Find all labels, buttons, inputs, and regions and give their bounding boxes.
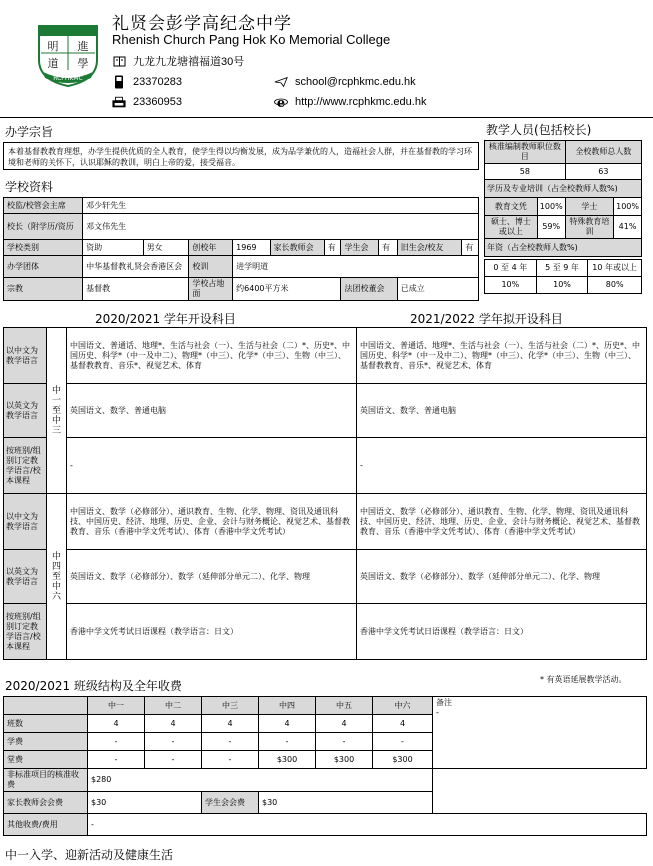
staff-title: 教学人员(包括校长) (486, 123, 592, 137)
fee-cell: - (259, 733, 316, 751)
school-info-table (3, 197, 479, 301)
s13-english-2020: 英国语文、数学、普通电脑 (67, 384, 357, 438)
other-fee-label: 其他收费/费用 (4, 814, 88, 836)
s13-chinese-2020: 中国语文、普通话、地理*、生活与社会（一）、生活与社会（二）*、历史*、中国历史、科学*（中一及中二）、物理*（中三）、化学*（中三）、生物（中三）、基督教教育、音乐*、视觉艺术、体育 (67, 328, 357, 384)
fee-cell: 4 (145, 715, 202, 733)
s46-chinese-label: 以中文为教学语言 (4, 494, 47, 550)
remark-label: 备注 (436, 698, 452, 707)
exp-value-2: 10% (536, 277, 588, 294)
fee-cell: - (145, 733, 202, 751)
logo-char-1: 明 (47, 40, 59, 53)
email-row (274, 75, 416, 89)
email-icon (274, 75, 288, 89)
s13-level: 中一至中三 (47, 328, 67, 494)
fee-cell: - (373, 733, 433, 751)
sponsor-value: 中华基督教礼贤会香港区会 (83, 256, 189, 278)
alumni-label: 旧生会/校友 (397, 240, 462, 256)
su-value: 有 (378, 240, 397, 256)
exp-value-3: 80% (588, 277, 642, 294)
fees-note: * 有英语延展教学活动。 (540, 675, 627, 684)
s13-chinese-2021: 中国语文、普通话、地理*、生活与社会（一）、生活与社会（二）*、历史*、中国历史、科学*（中一及中二）、物理*（中三）、化学*（中三）、生物（中三）、基督教教育、音乐*、视觉艺术、体育 (357, 328, 647, 384)
approved-value: 58 (485, 164, 566, 180)
bachelor-label: 学士 (565, 198, 613, 216)
staff-table (484, 140, 642, 257)
fee-header-s2: 中二 (145, 697, 202, 715)
fee-cell: - (88, 751, 145, 769)
address: 九龙九龙塘禧福道30号 (133, 56, 245, 68)
su-fee-label: 学生会会费 (202, 792, 259, 814)
s46-chinese-2020: 中国语文、数学（必修部分）、通识教育、生物、化学、物理、资讯及通讯科技、中国历史、经济、地理、历史、企业、会计与财务概论、视觉艺术、基督教教育、音乐（香港中学文凭考试）、体育（香港中学文凭考试） (67, 494, 357, 550)
svg-text:e: e (276, 96, 286, 109)
s46-split-2021: 香港中学文凭考试日语课程（教学语言：日文） (357, 604, 647, 660)
pta-fee-label: 家长教师会会费 (4, 792, 88, 814)
exp-label: 年资（占全校教师人数%) (485, 239, 642, 257)
motto-label: 校训 (189, 256, 233, 278)
fee-cell: $300 (316, 751, 373, 769)
fee-cell: - (202, 733, 259, 751)
book-icon (112, 54, 126, 68)
exp-header-2: 5 至 9 年 (536, 260, 588, 277)
s46-english-label: 以英文为教学语言 (4, 550, 47, 604)
school-logo (33, 22, 103, 88)
s46-chinese-2021: 中国语文、数学（必修部分）、通识教育、生物、化学、物理、资讯及通讯科技、中国历史、经济、地理、历史、企业、会计与财务概论、视觉艺术、基督教教育、音乐（香港中学文凭考试）、体育（香港中学文凭考试） (357, 494, 647, 550)
fee-cell: - (88, 733, 145, 751)
fee-cell: - (145, 751, 202, 769)
fee-row-label: 班数 (4, 715, 88, 733)
fee-header-s1: 中一 (88, 697, 145, 715)
mission-title: 办学宗旨 (5, 125, 54, 139)
web-icon (274, 95, 288, 109)
su-label: 学生会 (341, 240, 379, 256)
logo-char-4: 學 (77, 57, 89, 70)
imc-value: 已成立 (397, 278, 478, 301)
founded-value: 1969 (233, 240, 271, 256)
website-url[interactable]: http://www.rcphkmc.edu.hk (295, 96, 427, 108)
header-divider (0, 117, 653, 118)
sponsor-label: 办学团体 (4, 256, 83, 278)
principal-value: 邓文伟先生 (83, 214, 479, 240)
s13-english-label: 以英文为教学语言 (4, 384, 47, 438)
fax-row (112, 95, 182, 109)
fee-cell: $300 (259, 751, 316, 769)
s13-split-2020: - (67, 438, 357, 494)
phone-number: 23370283 (133, 76, 182, 88)
pta-label: 家长教师会 (270, 240, 324, 256)
exp-header-1: 0 至 4 年 (485, 260, 537, 277)
email-address[interactable]: school@rcphkmc.edu.hk (295, 76, 416, 88)
religion-label: 宗教 (4, 278, 83, 301)
exp-header-3: 10 年或以上 (588, 260, 642, 277)
area-value: 约6400平方米 (233, 278, 341, 301)
bachelor-value: 100% (614, 198, 642, 216)
founded-label: 创校年 (189, 240, 233, 256)
fax-icon (112, 95, 126, 109)
cert-value: 100% (537, 198, 565, 216)
school-name-cn: 礼贤会彭学高纪念中学 (112, 14, 292, 34)
su-fee-value: $30 (259, 792, 433, 814)
principal-label: 校长（附学历/资历 (4, 214, 83, 240)
school-name-en: Rhenish Church Pang Hok Ko Memorial College (112, 32, 391, 47)
cert-label: 教育文凭 (485, 198, 538, 216)
gender-value: 男女 (143, 240, 189, 256)
s46-level: 中四至中六 (47, 494, 67, 660)
exp-value-1: 10% (485, 277, 537, 294)
alumni-value: 有 (462, 240, 479, 256)
footer-title: 中一入学、迎新活动及健康生活 (5, 848, 174, 862)
fees-title: 2020/2021 班级结构及全年收费 (5, 679, 182, 693)
master-label: 硕士、博士或以上 (485, 216, 538, 239)
s13-split-label: 按班别/组别订定教学语言/校本课程 (4, 438, 47, 494)
pta-fee-value: $30 (88, 792, 202, 814)
area-label: 学校占地面 (189, 278, 233, 301)
fees-blank (433, 769, 647, 792)
school-info-title: 学校资料 (5, 180, 54, 194)
subjects-2020-title: 2020/2021 学年开设科目 (95, 312, 236, 326)
supervisor-label: 校监/校管会主席 (4, 198, 83, 214)
religion-value: 基督教 (83, 278, 189, 301)
fee-cell: $300 (373, 751, 433, 769)
approved-label: 核准编制教师职位数目 (485, 141, 566, 164)
fees-remark (433, 697, 647, 769)
total-label: 全校教师总人数 (565, 141, 641, 164)
fee-header-s6: 中六 (373, 697, 433, 715)
total-value: 63 (565, 164, 641, 180)
fee-header-s3: 中三 (202, 697, 259, 715)
fees-corner (4, 697, 88, 715)
address-row (112, 53, 244, 69)
fee-cell: - (202, 751, 259, 769)
subjects-table (3, 327, 647, 660)
fees-table (3, 696, 647, 836)
s46-english-2021: 英国语文、数学（必修部分）、数学（延伸部分单元二）、化学、物理 (357, 550, 647, 604)
website-row (274, 95, 426, 109)
s13-split-2021: - (357, 438, 647, 494)
fee-cell: - (316, 733, 373, 751)
non-std-label: 非标准项目的核准收费 (4, 769, 88, 792)
experience-table (484, 259, 642, 294)
supervisor-value: 邓少轩先生 (83, 198, 479, 214)
logo-band: RCPHKMC (53, 75, 83, 82)
fax-number: 23360953 (133, 96, 182, 108)
type-value: 资助 (83, 240, 143, 256)
fee-header-s4: 中四 (259, 697, 316, 715)
s13-chinese-label: 以中文为教学语言 (4, 328, 47, 384)
other-fee-value: - (88, 814, 647, 836)
non-std-value: $280 (88, 769, 433, 792)
remark-value: - (436, 708, 439, 717)
logo-char-2: 進 (77, 40, 89, 53)
phone-row (112, 75, 182, 89)
s46-english-2020: 英国语文、数学（必修部分）、数学（延伸部分单元二）、化学、物理 (67, 550, 357, 604)
fee-cell: 4 (316, 715, 373, 733)
imc-label: 法团校董会 (341, 278, 397, 301)
fee-row-label: 堂费 (4, 751, 88, 769)
s46-split-label: 按班别/组别订定教学语言/校本课程 (4, 604, 47, 660)
fee-cell: 4 (259, 715, 316, 733)
fee-cell: 4 (88, 715, 145, 733)
motto-value: 进学明道 (233, 256, 479, 278)
fee-row-label: 学费 (4, 733, 88, 751)
fee-cell: 4 (202, 715, 259, 733)
s13-english-2021: 英国语文、数学、普通电脑 (357, 384, 647, 438)
subjects-2021-title: 2021/2022 学年拟开设科目 (410, 312, 563, 326)
fee-header-s5: 中五 (316, 697, 373, 715)
fees-blank (433, 792, 647, 814)
sen-value: 41% (614, 216, 642, 239)
s46-split-2020: 香港中学文凭考试日语课程（教学语言：日文） (67, 604, 357, 660)
phone-icon (112, 75, 126, 89)
fee-cell: 4 (373, 715, 433, 733)
mission-text: 本着基督教教育理想，办学生提供优质的全人教育，使学生得以均衡发展，成为品学兼优的人，造福社会人群，并在基督教的学习环境和老师的关怀下，认识耶稣的教训，明白上帝的爱，接受福音。 (3, 142, 479, 170)
sen-label: 特殊教育培训 (565, 216, 613, 239)
logo-char-3: 道 (47, 57, 59, 70)
qual-label: 学历及专业培训（占全校教师人数%) (485, 180, 642, 198)
type-label: 学校类别 (4, 240, 83, 256)
master-value: 59% (537, 216, 565, 239)
pta-value: 有 (324, 240, 341, 256)
